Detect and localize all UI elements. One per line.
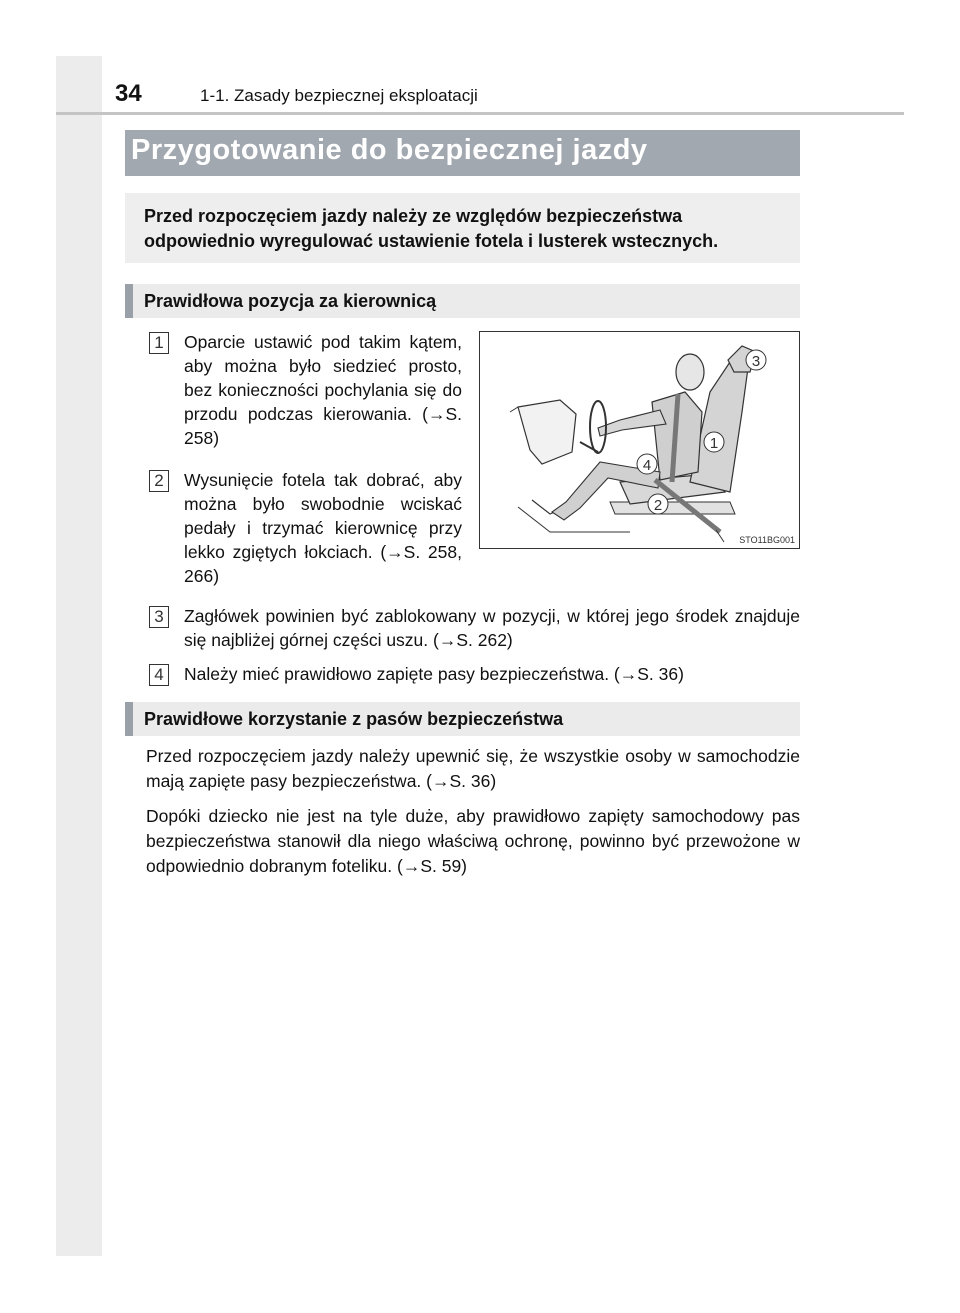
header-divider <box>56 112 904 115</box>
svg-text:3: 3 <box>751 353 761 370</box>
item-text-3: Zagłówek powinien być zablokowany w pozycji, w której jego środek znajduje się najbliżej górnej części uszu. (→S. 262) <box>184 606 800 650</box>
figure-code: STO11BG001 <box>739 535 795 545</box>
item-number-2: 2 <box>149 470 169 492</box>
item-number-4: 4 <box>149 664 169 686</box>
paragraph-1: Przed rozpoczęciem jazdy należy upewnić się, że wszystkie osoby w samochodzie mają zapięte pasy bezpieczeństwa. (→S. 36) <box>146 746 800 791</box>
callout-1 <box>704 432 724 452</box>
svg-text:1: 1 <box>709 435 719 452</box>
driver-seat-illustration <box>480 332 799 548</box>
section-heading-driving-position <box>125 284 800 318</box>
item-text-2: Wysunięcie fotela tak dobrać, aby można było swobodnie wciskać pedały i trzymać kierownicę przy lekko zgiętych łokciach. (→S. 258, 266) <box>184 470 462 586</box>
paragraph-2: Dopóki dziecko nie jest na tyle duże, aby prawidłowo zapięty samochodowy pas bezpieczeństwa stanowił dla niego właściwą ochronę, powinno być przewożone w odpowiednio dobranym foteliku. (→S. 59) <box>146 806 800 876</box>
item-text-4: Należy mieć prawidłowo zapięte pasy bezpieczeństwa. (→S. 36) <box>184 664 684 684</box>
callout-3 <box>746 350 766 370</box>
item-text-1: Oparcie ustawić pod takim kątem, aby można było siedzieć prosto, bez konieczności pochylania się do przodu podczas kierowania. (→S. 258) <box>184 332 462 448</box>
section-title: 1-1. Zasady bezpiecznej eksploatacji <box>200 86 478 105</box>
page-title: Przygotowanie do bezpiecznej jazdy <box>131 134 648 166</box>
page-number: 34 <box>115 80 142 107</box>
heading-accent <box>125 284 133 318</box>
intro-text: Przed rozpoczęciem jazdy należy ze względów bezpieczeństwa odpowiednio wyregulować ustawienie fotela i lusterek wstecznych. <box>144 206 719 251</box>
callout-2 <box>648 494 668 514</box>
item-number-3: 3 <box>149 606 169 628</box>
section-heading-label: Prawidłowa pozycja za kierownicą <box>144 291 437 311</box>
svg-text:4: 4 <box>642 457 652 474</box>
section-heading-seatbelts <box>125 702 800 736</box>
side-band <box>56 56 102 1256</box>
callout-4 <box>637 454 657 474</box>
svg-text:2: 2 <box>653 497 663 514</box>
section-heading-label: Prawidłowe korzystanie z pasów bezpieczeństwa <box>144 709 564 729</box>
item-number-1: 1 <box>149 332 169 354</box>
seating-position-figure <box>479 331 800 549</box>
heading-accent <box>125 702 133 736</box>
